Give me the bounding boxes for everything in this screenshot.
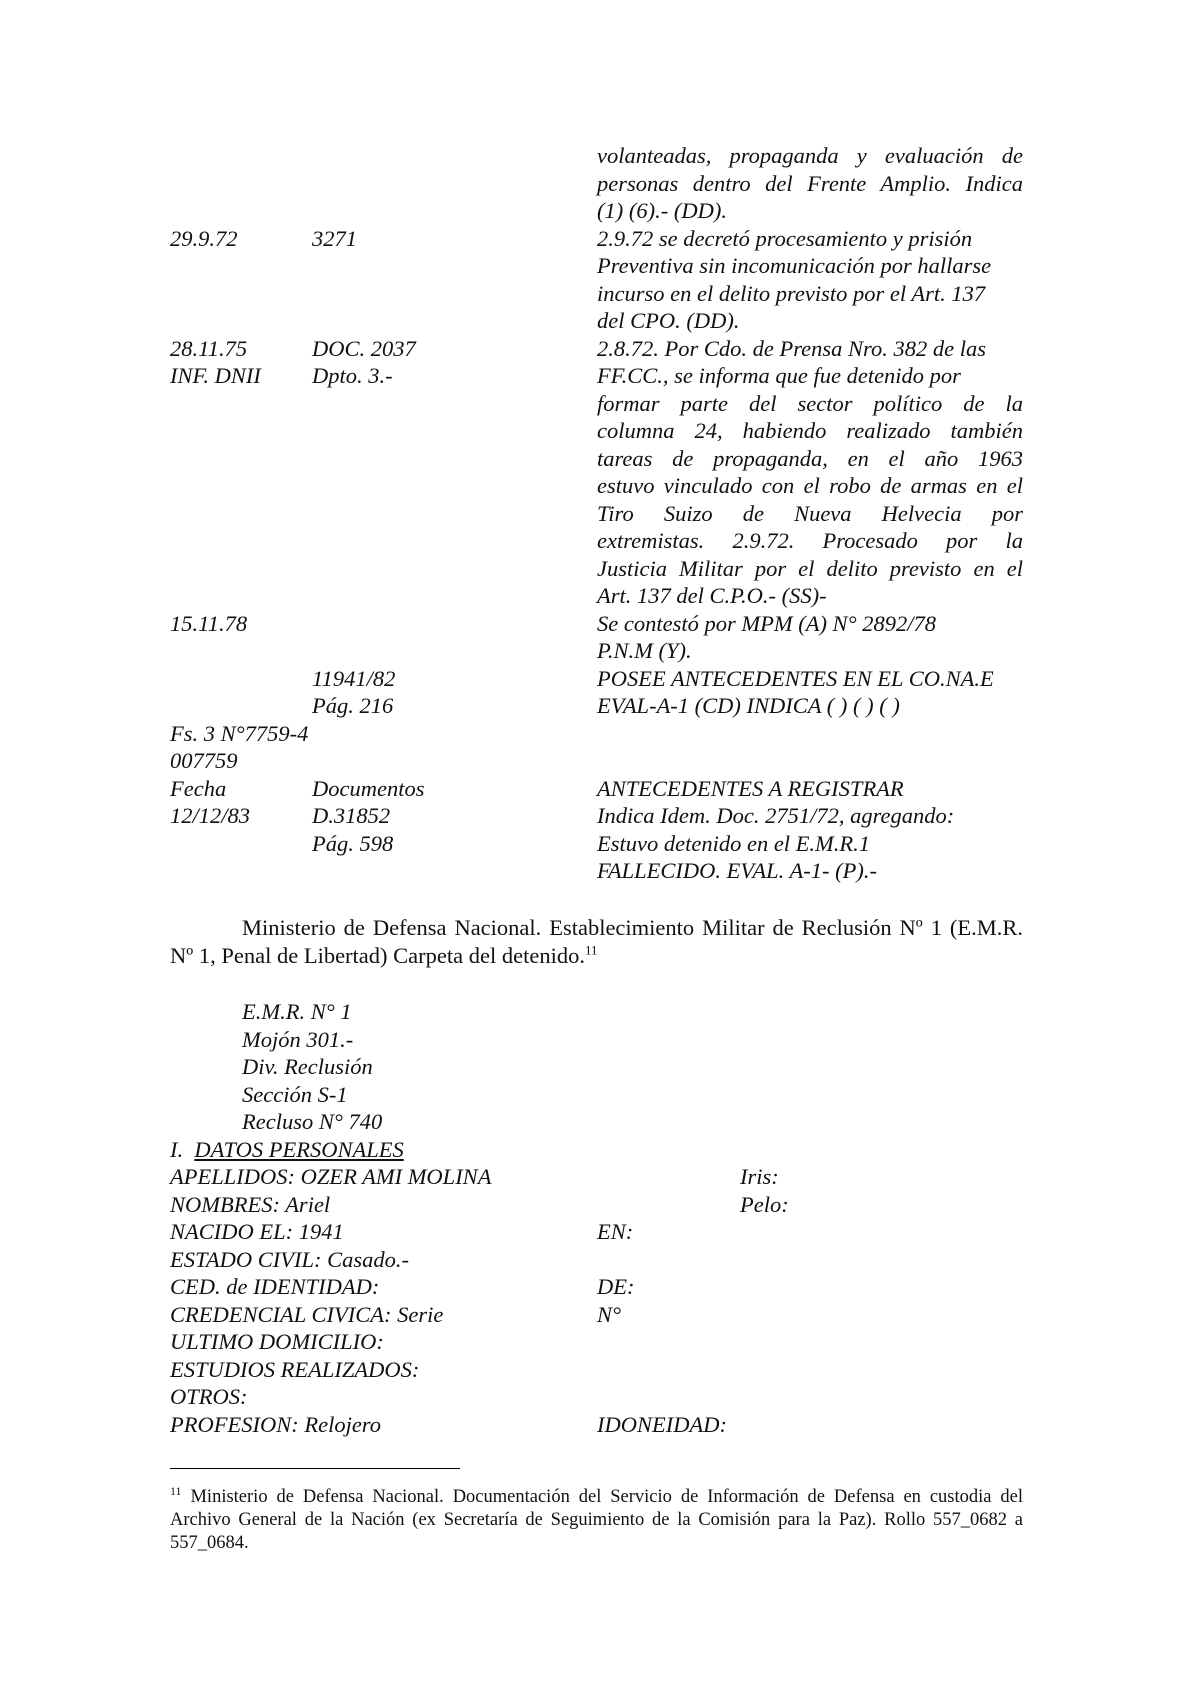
field-pelo: Pelo:	[740, 1192, 789, 1217]
folio-line: Fs. 3 N°7759-4	[170, 721, 309, 746]
entry-description-line: Art. 137 del C.P.O.- (SS)-	[597, 583, 827, 608]
field-nombres: NOMBRES: Ariel	[170, 1192, 331, 1217]
section-heading	[170, 1136, 404, 1164]
entry-description-line: personas dentro del Frente Amplio. Indica	[597, 171, 1023, 196]
section-title: DATOS PERSONALES	[194, 1137, 404, 1162]
entry-description-line: Justicia Militar por el delito previsto en el	[597, 556, 1023, 581]
entry-description-line: 2.9.72 se decretó procesamiento y prisión	[597, 226, 973, 251]
entry-date: 29.9.72	[170, 226, 238, 251]
footnote-number: 11	[170, 1484, 182, 1498]
field-apellidos: APELLIDOS: OZER AMI MOLINA	[170, 1164, 492, 1189]
field-credencial: CREDENCIAL CIVICA: Serie	[170, 1302, 444, 1327]
column-header-documents: Documentos	[312, 776, 425, 801]
entry-date: 28.11.75	[170, 336, 248, 361]
entry-description-line: Indica Idem. Doc. 2751/72, agregando:	[597, 803, 955, 828]
field-numero: N°	[597, 1302, 622, 1327]
footnote-text: Ministerio de Defensa Nacional. Documentación del Servicio de Información de Defensa en custodia del Archivo General de la Nación (ex Secretaría de Seguimiento de la Comisión para la Paz). Rollo 557_0682 a 557_0684.	[170, 1487, 1023, 1554]
folio-number: 007759	[170, 748, 238, 773]
entry-document: 11941/82	[312, 666, 396, 691]
entry-description-line: Se contestó por MPM (A) N° 2892/78	[597, 611, 936, 636]
field-domicilio: ULTIMO DOMICILIO:	[170, 1329, 384, 1354]
field-estado-civil: ESTADO CIVIL: Casado.-	[170, 1247, 409, 1272]
entry-description-line: (1) (6).- (DD).	[597, 198, 727, 223]
entry-description-line: estuvo vinculado con el robo de armas en el	[597, 473, 1023, 498]
entry-department: Dpto. 3.-	[312, 363, 393, 388]
entry-description-line: FALLECIDO. EVAL. A-1- (P).-	[597, 858, 877, 883]
footnote	[170, 1480, 1023, 1555]
field-de: DE:	[597, 1274, 635, 1299]
footnote-reference: 11	[584, 942, 598, 958]
intro-text: Ministerio de Defensa Nacional. Establecimiento Militar de Reclusión Nº 1 (E.M.R. Nº 1, Penal de Libertad) Carpeta del detenido.	[170, 915, 1023, 968]
entry-document: D.31852	[312, 803, 391, 828]
entry-description-line: P.N.M (Y).	[597, 638, 692, 663]
record-header-line: Mojón 301.-	[242, 1027, 354, 1052]
entry-description-line: del CPO. (DD).	[597, 308, 740, 333]
entry-date: 15.11.78	[170, 611, 248, 636]
record-header-line: Recluso N° 740	[242, 1109, 383, 1134]
entry-description-line: FF.CC., se informa que fue detenido por	[597, 363, 961, 388]
entry-description-line: formar parte del sector político de la	[597, 391, 1023, 416]
entry-description-line: incurso en el delito previsto por el Art. 137	[597, 281, 986, 306]
column-header-records: ANTECEDENTES A REGISTRAR	[597, 776, 904, 801]
field-estudios: ESTUDIOS REALIZADOS:	[170, 1357, 420, 1382]
entry-description-line: volanteadas, propaganda y evaluación de	[597, 143, 1023, 168]
entry-description-line: Preventiva sin incomunicación por hallarse	[597, 253, 992, 278]
field-idoneidad: IDONEIDAD:	[597, 1412, 727, 1437]
entry-description-line: EVAL-A-1 (CD) INDICA ( ) ( ) ( )	[597, 693, 900, 718]
entry-description-line: columna 24, habiendo realizado también	[597, 418, 1023, 443]
field-en: EN:	[597, 1219, 634, 1244]
record-header-line: Sección S-1	[242, 1082, 348, 1107]
entry-description-line: POSEE ANTECEDENTES EN EL CO.NA.E	[597, 666, 994, 691]
record-header-line: Div. Reclusión	[242, 1054, 373, 1079]
field-iris: Iris:	[740, 1164, 779, 1189]
entry-description-line: 2.8.72. Por Cdo. de Prensa Nro. 382 de las	[597, 336, 986, 361]
entry-page: Pág. 598	[312, 831, 394, 856]
entry-document: DOC. 2037	[312, 336, 416, 361]
entry-page: Pág. 216	[312, 693, 394, 718]
entry-description-line: tareas de propaganda, en el año 1963	[597, 446, 1023, 471]
field-otros: OTROS:	[170, 1384, 248, 1409]
field-cedula: CED. de IDENTIDAD:	[170, 1274, 380, 1299]
entry-source: INF. DNII	[170, 363, 261, 388]
record-header-line: E.M.R. N° 1	[242, 999, 352, 1024]
field-nacido: NACIDO EL: 1941	[170, 1219, 344, 1244]
entry-description-line: Estuvo detenido en el E.M.R.1	[597, 831, 871, 856]
footnote-separator	[170, 1468, 460, 1469]
field-profesion: PROFESION: Relojero	[170, 1412, 381, 1437]
entry-document: 3271	[312, 226, 357, 251]
entry-description-line: Tiro Suizo de Nueva Helvecia por	[597, 501, 1023, 526]
intro-paragraph	[170, 914, 1023, 970]
column-header-date: Fecha	[170, 776, 227, 801]
section-number: I.	[170, 1137, 184, 1162]
entry-date: 12/12/83	[170, 803, 251, 828]
entry-description-line: extremistas. 2.9.72. Procesado por la	[597, 528, 1023, 553]
